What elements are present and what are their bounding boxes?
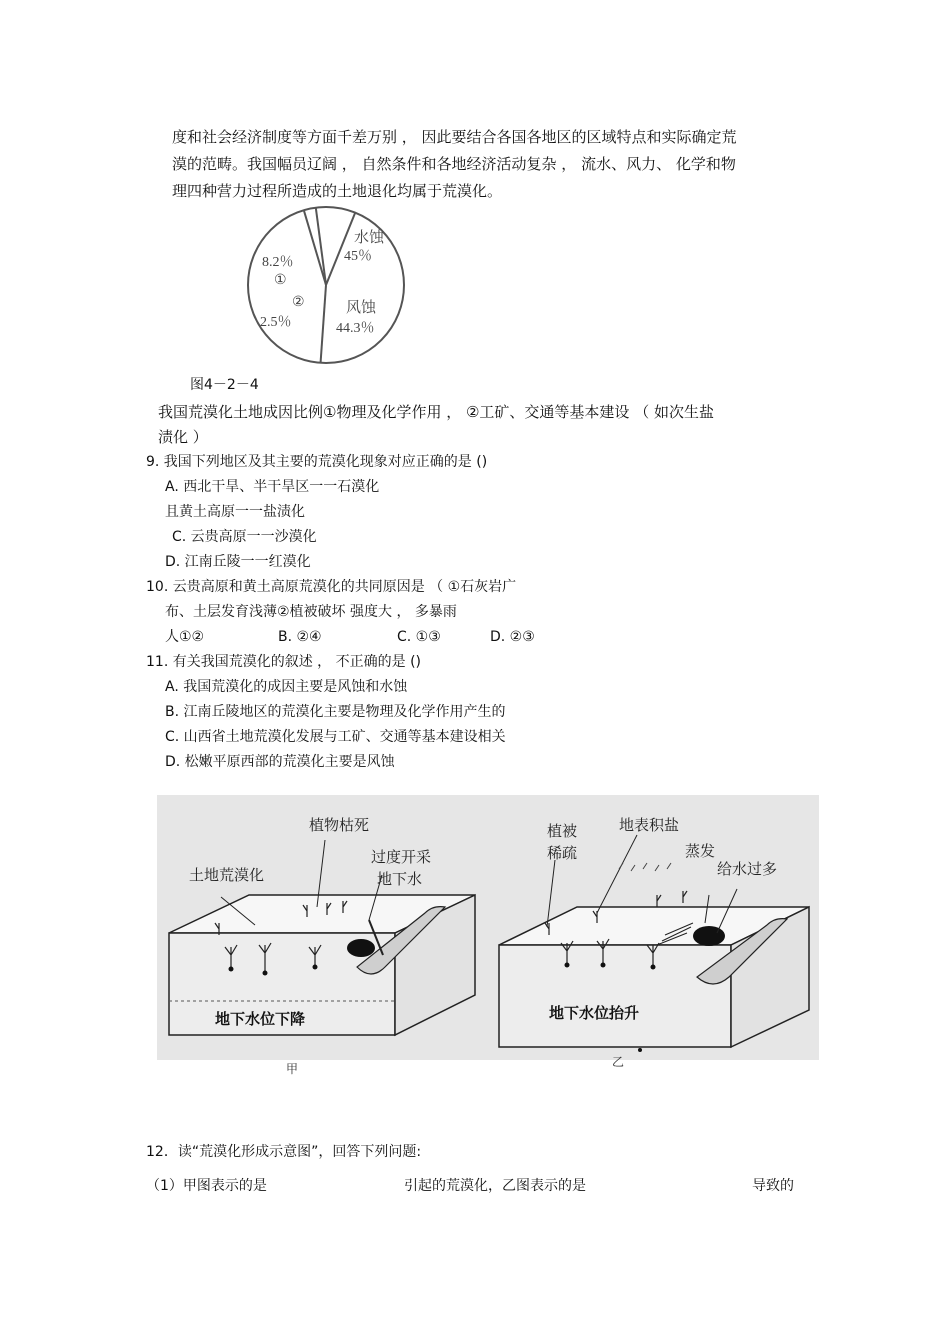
q9-option-c: C. 云贵高原一一沙漠化	[172, 529, 317, 545]
q10-option-c: C. ①③	[397, 629, 441, 645]
q11-stem: 11. 有关我国荒漠化的叙述 ， 不正确的是 ()	[146, 654, 421, 670]
q12-part2: 引起的荒漠化，乙图表示的是	[404, 1178, 586, 1194]
label-vegetation-1: 植被	[547, 822, 578, 840]
label-water-table-rise: 地下水位抬升	[549, 1004, 640, 1022]
pie-divider-3	[304, 210, 326, 285]
q9-option-b: 且黄土高原一一盐渍化	[165, 504, 305, 520]
figure-note-2: 渍化 ）	[158, 428, 208, 446]
right-pump	[693, 926, 725, 946]
pie-chart	[244, 200, 424, 370]
q11-option-c: C. 山西省土地荒漠化发展与工矿、交通等基本建设相关	[165, 729, 506, 745]
q10-option-b: B. ②④	[278, 629, 322, 645]
pie-value-wind: 44.3％	[336, 321, 375, 336]
pie-value-water: 45％	[344, 249, 372, 264]
pie-value-1: 8.2％	[262, 255, 294, 270]
pie-label-2: ②	[292, 295, 305, 310]
q12-part3: 导致的	[752, 1178, 794, 1194]
q11-option-b: B. 江南丘陵地区的荒漠化主要是物理及化学作用产生的	[165, 704, 506, 720]
pie-label-wind: 风蚀	[346, 300, 377, 316]
caption-yi: 乙	[612, 1055, 625, 1069]
q9-option-a: A. 西北干旱、半干旱区一一石漠化	[165, 479, 380, 495]
figure-note-1: 我国荒漠化土地成因比例①物理及化学作用 ， ②工矿、交通等基本建设 （ 如次生盐	[158, 403, 714, 421]
pie-divider-2	[321, 285, 326, 363]
intro-line-1: 度和社会经济制度等方面千差万别 ， 因此要结合各国各地区的区域特点和实际确定荒	[172, 128, 737, 146]
pie-divider-4	[316, 208, 326, 285]
label-evaporation: 蒸发	[685, 842, 716, 860]
label-over-exploitation: 过度开采	[371, 848, 432, 866]
intro-line-2: 漠的范畴。我国幅员辽阔 ， 自然条件和各地经济活动复杂 ， 流水、风力、 化学和物	[172, 155, 736, 173]
label-vegetation-2: 稀疏	[547, 844, 578, 862]
q12-stem: 12．读“荒漠化形成示意图”，回答下列问题:	[146, 1144, 422, 1160]
q10-stem: 10. 云贵高原和黄土高原荒漠化的共同原因是 （ ①石灰岩广	[146, 579, 517, 595]
label-water-table-drop: 地下水位下降	[215, 1010, 306, 1028]
caption-jia: 甲	[286, 1062, 299, 1076]
pie-value-2: 2.5％	[260, 315, 292, 330]
q10-option-d: D. ②③	[490, 629, 535, 645]
q10-stem-2: 布、土层发育浅薄②植被破坏 强度大 ， 多暴雨	[165, 604, 457, 620]
q10-option-a: 人①②	[165, 629, 205, 645]
pie-label-1: ①	[274, 273, 287, 288]
label-over-irrigation: 给水过多	[717, 860, 778, 878]
q11-option-a: A. 我国荒漠化的成因主要是风蚀和水蚀	[165, 679, 408, 695]
label-plants-die: 植物枯死	[309, 816, 370, 834]
label-land-desertification: 土地荒漠化	[189, 866, 265, 884]
figure-caption: 图4－2－4	[190, 377, 259, 393]
intro-line-3: 理四种营力过程所造成的土地退化均属于荒漠化。	[172, 182, 503, 200]
q12-part1: （1）甲图表示的是	[146, 1178, 267, 1194]
label-surface-salt: 地表积盐	[619, 816, 680, 834]
left-pump	[347, 939, 375, 957]
q9-stem: 9. 我国下列地区及其主要的荒漠化现象对应正确的是 ()	[146, 454, 488, 470]
desertification-diagram	[157, 795, 819, 1060]
q11-option-d: D. 松嫩平原西部的荒漠化主要是风蚀	[165, 754, 395, 770]
label-groundwater: 地下水	[377, 870, 423, 888]
pie-label-water: 水蚀	[354, 230, 385, 246]
q9-option-d: D. 江南丘陵一一红漠化	[165, 554, 311, 570]
